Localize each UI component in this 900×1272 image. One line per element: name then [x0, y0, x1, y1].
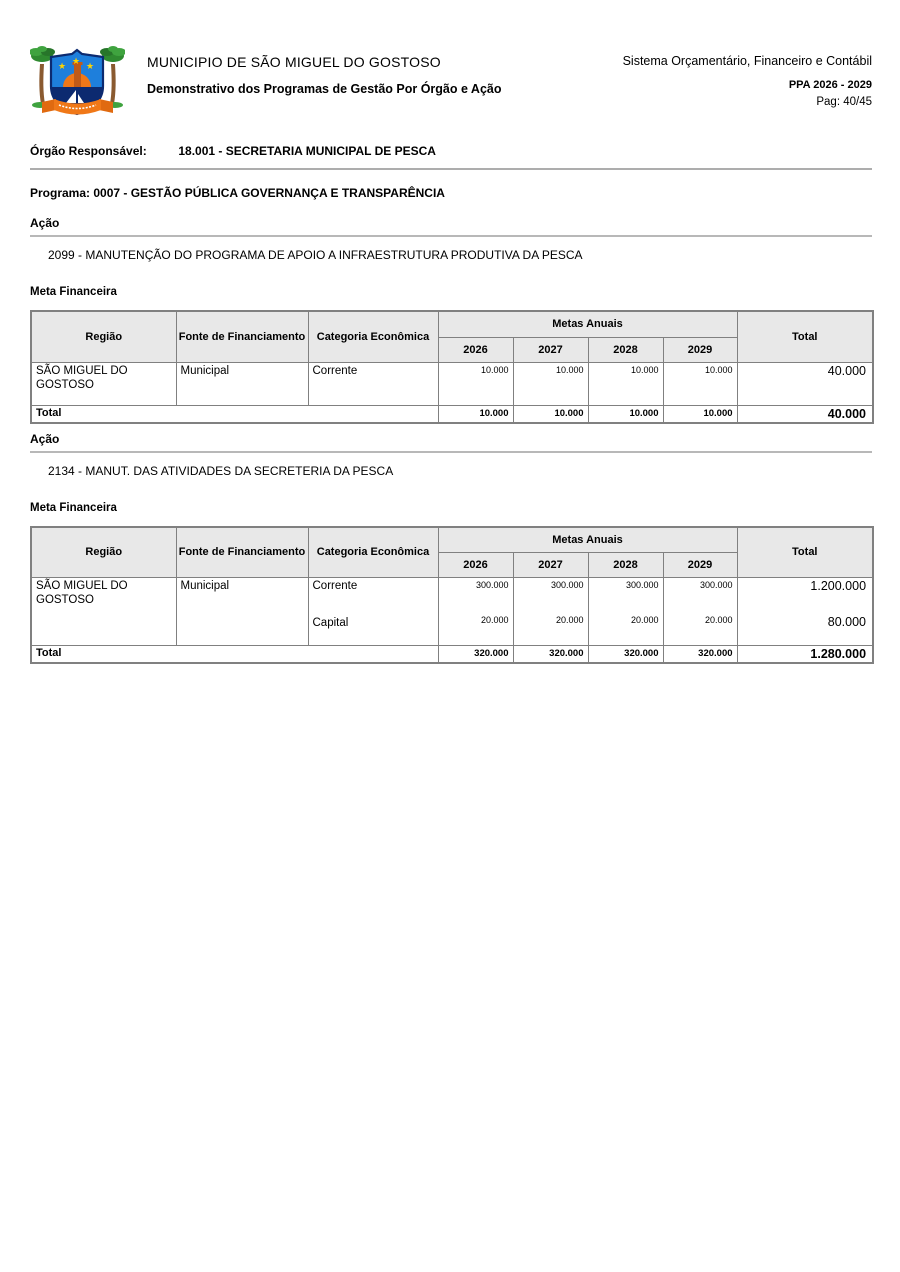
year-header: 2028 — [588, 553, 663, 578]
value-cell: 10.000 — [663, 362, 737, 405]
year-header: 2027 — [513, 337, 588, 362]
value-cell: 300.000 20.000 — [438, 578, 513, 646]
meta-financeira-heading: Meta Financeira — [30, 501, 117, 514]
category-cell: Corrente — [308, 362, 438, 405]
row-total-cell: 1.200.000 80.000 — [737, 578, 873, 646]
total-label-cell: Total — [31, 405, 438, 423]
report-title: Demonstrativo dos Programas de Gestão Por Órgão e Ação — [147, 82, 502, 96]
organ-label: Órgão Responsável: — [30, 144, 147, 158]
year-header: 2029 — [663, 337, 737, 362]
value-cell: 300.000 20.000 — [513, 578, 588, 646]
crest-icon — [30, 42, 125, 127]
total-header: Total — [737, 527, 873, 578]
region-header: Região — [31, 311, 176, 362]
year-header: 2027 — [513, 553, 588, 578]
metas-anuais-header: Metas Anuais — [438, 311, 737, 337]
source-header: Fonte de Financiamento — [176, 311, 308, 362]
meta-financeira-heading: Meta Financeira — [30, 286, 117, 298]
header-title-block — [147, 42, 502, 127]
organ-line — [30, 144, 872, 158]
grand-total-cell: 1.280.000 — [737, 646, 873, 664]
acao-title: 2134 - MANUT. DAS ATIVIDADES DA SECRETERIA DA PESCA — [48, 463, 394, 478]
acao-heading: Ação — [30, 216, 60, 230]
svg-text:★: ★ — [86, 62, 95, 72]
source-cell: Municipal — [176, 578, 308, 646]
table-row — [31, 362, 873, 405]
value-cell: 300.000 20.000 — [588, 578, 663, 646]
row-total-cell: 40.000 — [737, 362, 873, 405]
value-cell: 10.000 — [588, 362, 663, 405]
header-meta-block — [623, 42, 872, 127]
total-row — [31, 646, 873, 664]
table-row — [31, 578, 873, 646]
meta-financeira-table-1 — [30, 310, 874, 424]
total-label-cell: Total — [31, 646, 438, 664]
acao-divider — [30, 451, 872, 453]
grand-total-cell: 40.000 — [737, 405, 873, 423]
total-value-cell: 10.000 — [438, 405, 513, 423]
total-value-cell: 320.000 — [663, 646, 737, 664]
year-header: 2029 — [663, 553, 737, 578]
program-line: Programa: 0007 - GESTÃO PÚBLICA GOVERNANÇA E TRANSPARÊNCIA — [30, 186, 445, 200]
organ-value: 18.001 - SECRETARIA MUNICIPAL DE PESCA — [178, 144, 436, 158]
total-value-cell: 10.000 — [663, 405, 737, 423]
year-header: 2026 — [438, 553, 513, 578]
acao-title: 2099 - MANUTENÇÃO DO PROGRAMA DE APOIO A INFRAESTRUTURA PRODUTIVA DA PESCA — [48, 248, 583, 262]
ppa-period: PPA 2026 - 2029 — [788, 79, 872, 91]
total-value-cell: 320.000 — [438, 646, 513, 664]
value-cell: 300.000 20.000 — [663, 578, 737, 646]
page-number: Pag: 40/45 — [816, 96, 872, 108]
municipality-name: MUNICIPIO DE SÃO MIGUEL DO GOSTOSO — [147, 54, 441, 70]
category-cell: Corrente Capital — [308, 578, 438, 646]
page-content — [30, 0, 872, 664]
total-header: Total — [737, 311, 873, 362]
total-value-cell: 320.000 — [588, 646, 663, 664]
category-header: Categoria Econômica — [308, 527, 438, 578]
municipality-crest-logo — [30, 42, 125, 127]
action-section-2 — [30, 432, 872, 665]
category-header: Categoria Econômica — [308, 311, 438, 362]
region-cell: SÃO MIGUEL DO GOSTOSO — [31, 578, 176, 646]
system-name: Sistema Orçamentário, Financeiro e Contábil — [622, 54, 872, 68]
source-cell: Municipal — [176, 362, 308, 405]
year-header: 2026 — [438, 337, 513, 362]
svg-text:★: ★ — [58, 62, 67, 72]
svg-text:★: ★ — [72, 57, 81, 67]
meta-financeira-table-2 — [30, 526, 874, 665]
total-row — [31, 405, 873, 423]
value-cell: 10.000 — [513, 362, 588, 405]
region-header: Região — [31, 527, 176, 578]
total-value-cell: 320.000 — [513, 646, 588, 664]
total-value-cell: 10.000 — [513, 405, 588, 423]
acao-divider — [30, 235, 872, 237]
tower — [74, 64, 81, 87]
organ-divider — [30, 168, 872, 170]
region-cell: SÃO MIGUEL DO GOSTOSO — [31, 362, 176, 405]
metas-anuais-header: Metas Anuais — [438, 527, 737, 553]
total-value-cell: 10.000 — [588, 405, 663, 423]
action-section-1 — [30, 216, 872, 424]
acao-heading: Ação — [30, 431, 60, 446]
year-header: 2028 — [588, 337, 663, 362]
source-header: Fonte de Financiamento — [176, 527, 308, 578]
value-cell: 10.000 — [438, 362, 513, 405]
page-header — [30, 42, 872, 127]
